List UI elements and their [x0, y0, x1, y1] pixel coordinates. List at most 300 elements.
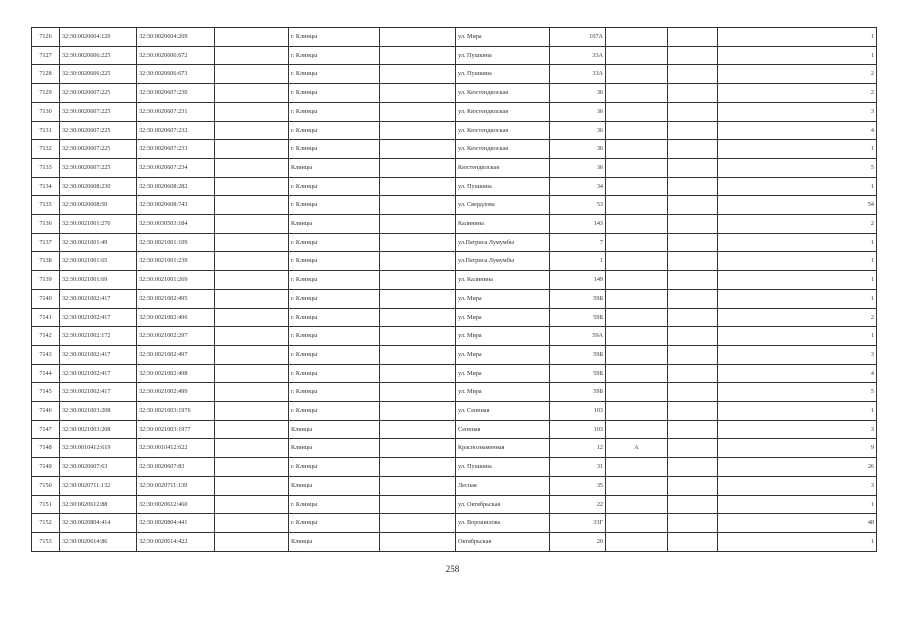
table-cell: [215, 439, 289, 458]
table-cell: [380, 102, 456, 121]
table-cell: г. Клинцы: [289, 402, 380, 421]
table-cell: ул.Патриса Лумумбы: [456, 252, 550, 271]
table-cell: [215, 476, 289, 495]
table-body: [32, 28, 877, 552]
table-cell: [606, 177, 668, 196]
table-cell: 1: [718, 28, 877, 47]
table-cell: 7152: [32, 514, 60, 533]
table-cell: 32:30:0020608:282: [137, 177, 215, 196]
table-cell: 32:30:0020604:120: [60, 28, 137, 47]
table-cell: 34: [550, 177, 606, 196]
table-cell: Клинцы: [289, 158, 380, 177]
table-cell: Клинцы: [289, 420, 380, 439]
table-cell: 32:30:0020606:673: [137, 65, 215, 84]
table-cell: г. Клинцы: [289, 28, 380, 47]
table-cell: [668, 84, 718, 103]
table-cell: [668, 458, 718, 477]
table-cell: 1: [718, 289, 877, 308]
table-cell: 32:30:0020711:139: [137, 476, 215, 495]
table-cell: 3: [718, 102, 877, 121]
table-cell: 2: [718, 308, 877, 327]
table-cell: 32:30:0021002:417: [60, 289, 137, 308]
table-cell: [606, 121, 668, 140]
table-cell: 36: [550, 84, 606, 103]
table-row: [32, 458, 877, 477]
table-row: [32, 252, 877, 271]
table-cell: [380, 345, 456, 364]
table-cell: [380, 28, 456, 47]
table-cell: [668, 121, 718, 140]
table-cell: [215, 532, 289, 551]
table-cell: 22: [550, 495, 606, 514]
table-cell: [380, 271, 456, 290]
table-cell: 32:30:0020607:234: [137, 158, 215, 177]
table-row: [32, 495, 877, 514]
table-cell: 1: [718, 327, 877, 346]
table-cell: 1: [718, 252, 877, 271]
table-cell: [606, 345, 668, 364]
table-row: [32, 46, 877, 65]
table-cell: [215, 308, 289, 327]
table-cell: 32:30:0021001:65: [60, 252, 137, 271]
table-cell: г. Клинцы: [289, 383, 380, 402]
table-cell: 32:30:0020608:230: [60, 177, 137, 196]
table-cell: 36: [550, 121, 606, 140]
table-cell: [215, 28, 289, 47]
table-row: [32, 514, 877, 533]
table-cell: 2: [718, 65, 877, 84]
register-table: [31, 27, 877, 552]
table-cell: 32:30:0020607:225: [60, 121, 137, 140]
table-cell: Октябрьская: [456, 532, 550, 551]
table-cell: г. Клинцы: [289, 308, 380, 327]
table-cell: 35: [550, 476, 606, 495]
table-cell: Лесная: [456, 476, 550, 495]
table-cell: 7143: [32, 345, 60, 364]
table-cell: ул. Сеннная: [456, 402, 550, 421]
table-cell: 26: [718, 458, 877, 477]
table-row: [32, 84, 877, 103]
table-cell: 32:30:0030503:184: [137, 215, 215, 234]
table-cell: 7135: [32, 196, 60, 215]
table-cell: г. Клинцы: [289, 233, 380, 252]
table-cell: ул. Кюстендилская: [456, 121, 550, 140]
table-cell: [380, 476, 456, 495]
table-cell: 32:30:0021002:496: [137, 308, 215, 327]
table-cell: 103: [550, 420, 606, 439]
table-cell: 3: [718, 420, 877, 439]
table-cell: [606, 495, 668, 514]
table-cell: 32:30:0021002:498: [137, 364, 215, 383]
table-cell: [668, 308, 718, 327]
table-cell: 7131: [32, 121, 60, 140]
table-row: [32, 439, 877, 458]
table-cell: ул. Мира: [456, 28, 550, 47]
table-cell: [380, 215, 456, 234]
table-cell: г. Клинцы: [289, 271, 380, 290]
table-cell: ул. Пушкина: [456, 46, 550, 65]
table-cell: [606, 140, 668, 159]
table-cell: [380, 158, 456, 177]
table-cell: [606, 514, 668, 533]
table-cell: [668, 233, 718, 252]
table-cell: г. Клинцы: [289, 177, 380, 196]
table-cell: 36: [550, 158, 606, 177]
table-cell: [380, 289, 456, 308]
table-cell: [215, 233, 289, 252]
table-cell: 32:30:0021001:109: [137, 233, 215, 252]
table-row: [32, 289, 877, 308]
table-cell: [668, 46, 718, 65]
table-cell: [668, 177, 718, 196]
table-cell: 1: [718, 46, 877, 65]
table-cell: 1: [718, 177, 877, 196]
table-cell: 7140: [32, 289, 60, 308]
table-cell: 32:30:0020614:422: [137, 532, 215, 551]
table-cell: [215, 289, 289, 308]
table-cell: 32:30:0020607:231: [137, 102, 215, 121]
table-cell: [606, 458, 668, 477]
table-cell: 3: [718, 345, 877, 364]
table-cell: г. Клинцы: [289, 121, 380, 140]
table-cell: ул. Калинина: [456, 271, 550, 290]
table-row: [32, 102, 877, 121]
table-cell: 9: [718, 439, 877, 458]
table-cell: 1: [718, 495, 877, 514]
table-cell: 32:30:0020804:414: [60, 514, 137, 533]
table-cell: 32:30:0020607:225: [60, 158, 137, 177]
table-cell: [606, 327, 668, 346]
table-cell: 32:30:0020607:63: [60, 458, 137, 477]
table-cell: 32:30:0020711:132: [60, 476, 137, 495]
table-cell: 32:30:0021002:172: [60, 327, 137, 346]
table-cell: г. Клинцы: [289, 252, 380, 271]
table-cell: [668, 420, 718, 439]
table-cell: [215, 364, 289, 383]
table-cell: [606, 233, 668, 252]
table-cell: [606, 196, 668, 215]
table-cell: [380, 458, 456, 477]
table-cell: [668, 196, 718, 215]
table-cell: [668, 439, 718, 458]
table-cell: [380, 46, 456, 65]
table-row: [32, 420, 877, 439]
table-cell: 32:30:0021002:417: [60, 383, 137, 402]
table-cell: ул. Ворошилова: [456, 514, 550, 533]
table-cell: 32:30:0020607:225: [60, 102, 137, 121]
table-cell: 53: [550, 196, 606, 215]
table-cell: 32:30:0020606:225: [60, 46, 137, 65]
table-cell: 7133: [32, 158, 60, 177]
table-cell: 32:30:0010412:619: [60, 439, 137, 458]
table-cell: 32:30:0021002:499: [137, 383, 215, 402]
table-cell: 59Б: [550, 364, 606, 383]
table-cell: Краснознаменная: [456, 439, 550, 458]
table-cell: 20: [550, 532, 606, 551]
table-cell: 7127: [32, 46, 60, 65]
table-row: [32, 345, 877, 364]
table-cell: 59Б: [550, 383, 606, 402]
table-cell: 7148: [32, 439, 60, 458]
table-cell: 7139: [32, 271, 60, 290]
table-cell: 5: [718, 383, 877, 402]
table-cell: [215, 271, 289, 290]
table-cell: 32:30:0020607:230: [137, 84, 215, 103]
table-cell: Клинцы: [289, 532, 380, 551]
table-cell: 32:30:0020606:672: [137, 46, 215, 65]
table-cell: 32:30:0020612:460: [137, 495, 215, 514]
table-cell: [668, 102, 718, 121]
table-cell: [380, 327, 456, 346]
table-cell: Сеннная: [456, 420, 550, 439]
table-cell: 7149: [32, 458, 60, 477]
table-cell: [606, 102, 668, 121]
table-cell: [215, 458, 289, 477]
table-cell: [380, 383, 456, 402]
table-cell: ул. Мира: [456, 289, 550, 308]
table-cell: ул. Мира: [456, 327, 550, 346]
table-cell: 32:30:0021002:417: [60, 364, 137, 383]
table-cell: [668, 383, 718, 402]
table-row: [32, 121, 877, 140]
table-cell: Кюстендилская: [456, 158, 550, 177]
table-row: [32, 476, 877, 495]
table-cell: [606, 420, 668, 439]
table-cell: 7134: [32, 177, 60, 196]
table-cell: 1: [550, 252, 606, 271]
table-cell: [380, 439, 456, 458]
table-cell: г. Клинцы: [289, 514, 380, 533]
table-cell: [606, 65, 668, 84]
table-cell: 32:30:0021003:208: [60, 402, 137, 421]
table-cell: [606, 289, 668, 308]
table-cell: ул. Пушкина: [456, 177, 550, 196]
table-cell: [380, 252, 456, 271]
table-cell: г. Клинцы: [289, 196, 380, 215]
table-cell: [215, 383, 289, 402]
table-cell: Калинина: [456, 215, 550, 234]
table-cell: ул. Кюстендилская: [456, 102, 550, 121]
table-cell: г. Клинцы: [289, 140, 380, 159]
table-cell: 7141: [32, 308, 60, 327]
table-cell: 7130: [32, 102, 60, 121]
table-cell: [668, 289, 718, 308]
table-cell: 36: [550, 102, 606, 121]
table-cell: 32:30:0020612:88: [60, 495, 137, 514]
table-cell: [380, 121, 456, 140]
table-cell: 7: [550, 233, 606, 252]
table-cell: [380, 514, 456, 533]
table-row: [32, 158, 877, 177]
table-cell: [380, 308, 456, 327]
table-cell: [380, 233, 456, 252]
table-cell: [606, 532, 668, 551]
table-cell: 7144: [32, 364, 60, 383]
table-cell: 7129: [32, 84, 60, 103]
table-cell: 48: [718, 514, 877, 533]
table-cell: 7137: [32, 233, 60, 252]
table-cell: 3: [718, 476, 877, 495]
table-cell: ул. Кюстендилская: [456, 84, 550, 103]
table-cell: [668, 327, 718, 346]
table-cell: ул.Патриса Лумумбы: [456, 233, 550, 252]
table-cell: [215, 402, 289, 421]
table-cell: [668, 140, 718, 159]
table-cell: 1: [718, 271, 877, 290]
table-cell: [215, 121, 289, 140]
table-cell: [380, 65, 456, 84]
table-cell: 1: [718, 532, 877, 551]
table-cell: [606, 84, 668, 103]
table-cell: Клинцы: [289, 476, 380, 495]
table-cell: г. Клинцы: [289, 102, 380, 121]
table-row: [32, 140, 877, 159]
table-cell: 59Б: [550, 289, 606, 308]
table-cell: г. Клинцы: [289, 84, 380, 103]
table-cell: [215, 177, 289, 196]
table-cell: 7136: [32, 215, 60, 234]
table-cell: 1: [718, 402, 877, 421]
table-cell: [215, 84, 289, 103]
table-cell: 2: [718, 215, 877, 234]
table-cell: 7151: [32, 495, 60, 514]
table-cell: [668, 252, 718, 271]
table-cell: 7153: [32, 532, 60, 551]
table-cell: 59Б: [550, 345, 606, 364]
table-cell: 32:30:0021002:417: [60, 345, 137, 364]
table-cell: г. Клинцы: [289, 364, 380, 383]
table-cell: [606, 158, 668, 177]
table-cell: 1: [718, 140, 877, 159]
table-cell: [668, 345, 718, 364]
table-cell: 32:30:0020608:743: [137, 196, 215, 215]
table-cell: А: [606, 439, 668, 458]
table-cell: [380, 196, 456, 215]
table-cell: [380, 84, 456, 103]
table-cell: [606, 215, 668, 234]
table-cell: [215, 495, 289, 514]
table-cell: г. Клинцы: [289, 65, 380, 84]
table-cell: [606, 476, 668, 495]
table-cell: ул. Кюстендилская: [456, 140, 550, 159]
table-cell: 32:30:0020607:225: [60, 84, 137, 103]
table-cell: 33А: [550, 65, 606, 84]
table-cell: [215, 345, 289, 364]
table-cell: 4: [718, 121, 877, 140]
table-cell: 32:30:0021003:1977: [137, 420, 215, 439]
table-cell: ул. Свердлова: [456, 196, 550, 215]
table-cell: [606, 252, 668, 271]
table-cell: [668, 271, 718, 290]
table-cell: [380, 495, 456, 514]
table-cell: 143: [550, 215, 606, 234]
table-cell: 32:30:0021003:1976: [137, 402, 215, 421]
table-cell: [606, 28, 668, 47]
table-cell: [215, 65, 289, 84]
table-cell: [215, 158, 289, 177]
table-row: [32, 28, 877, 47]
table-cell: г. Клинцы: [289, 495, 380, 514]
table-cell: ул. Мира: [456, 345, 550, 364]
table-cell: ул. Мира: [456, 364, 550, 383]
table-row: [32, 383, 877, 402]
table-cell: 32:30:0020606:225: [60, 65, 137, 84]
table-cell: 32:30:0021001:239: [137, 252, 215, 271]
table-cell: 31: [550, 458, 606, 477]
table-cell: 32:30:0020607:233: [137, 140, 215, 159]
table-cell: ул. Пушкина: [456, 65, 550, 84]
table-cell: 32:30:0020607:225: [60, 140, 137, 159]
table-cell: 7147: [32, 420, 60, 439]
table-cell: 7132: [32, 140, 60, 159]
table-row: [32, 327, 877, 346]
table-cell: ул. Октябрьская: [456, 495, 550, 514]
table-cell: 33А: [550, 46, 606, 65]
table-cell: [215, 196, 289, 215]
table-cell: 33Г: [550, 514, 606, 533]
table-cell: 32:30:0021003:208: [60, 420, 137, 439]
table-cell: 59Б: [550, 308, 606, 327]
table-cell: 32:30:0021002:495: [137, 289, 215, 308]
table-cell: ул. Мира: [456, 308, 550, 327]
table-cell: [606, 402, 668, 421]
table-cell: [380, 364, 456, 383]
table-cell: [668, 215, 718, 234]
table-cell: 103: [550, 402, 606, 421]
table-cell: [380, 177, 456, 196]
table-cell: 32:30:0021001:270: [60, 215, 137, 234]
table-cell: [215, 140, 289, 159]
page-number: 258: [445, 564, 460, 574]
table-row: [32, 233, 877, 252]
table-cell: 36: [550, 140, 606, 159]
table-cell: [668, 28, 718, 47]
table-cell: [668, 495, 718, 514]
table-cell: г. Клинцы: [289, 46, 380, 65]
table-cell: 32:30:0021001:269: [137, 271, 215, 290]
table-cell: 5: [718, 158, 877, 177]
table-cell: [668, 65, 718, 84]
table-cell: 59А: [550, 327, 606, 346]
table-cell: [668, 158, 718, 177]
table-cell: г. Клинцы: [289, 458, 380, 477]
table-cell: г. Клинцы: [289, 327, 380, 346]
table-cell: 32:30:0020804:441: [137, 514, 215, 533]
table-cell: [668, 402, 718, 421]
table-cell: 32:30:0010412:622: [137, 439, 215, 458]
table-cell: [380, 402, 456, 421]
table-row: [32, 402, 877, 421]
table-cell: [380, 532, 456, 551]
table-cell: [380, 420, 456, 439]
table-cell: [215, 514, 289, 533]
table-cell: [380, 140, 456, 159]
table-cell: 2: [718, 84, 877, 103]
table-cell: 32:30:0021002:417: [60, 308, 137, 327]
table-cell: [668, 476, 718, 495]
table-cell: 7128: [32, 65, 60, 84]
table-cell: 1: [718, 233, 877, 252]
table-cell: 12: [550, 439, 606, 458]
table-cell: 7150: [32, 476, 60, 495]
table-cell: 54: [718, 196, 877, 215]
table-cell: 32:30:0020608:50: [60, 196, 137, 215]
table-cell: 32:30:0021001:49: [60, 233, 137, 252]
table-cell: 7138: [32, 252, 60, 271]
table-cell: г. Клинцы: [289, 345, 380, 364]
table-cell: [668, 532, 718, 551]
table-cell: [606, 46, 668, 65]
